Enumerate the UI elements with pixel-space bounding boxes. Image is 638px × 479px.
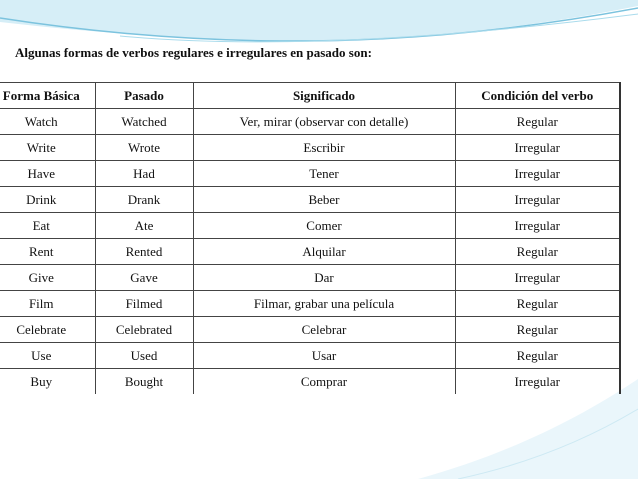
condition-cell: Irregular: [455, 161, 620, 187]
condition-cell: Irregular: [455, 213, 620, 239]
table-row: [0, 109, 620, 135]
table-row: [0, 213, 620, 239]
basic-form-cell: Celebrate: [0, 317, 95, 343]
meaning-cell: Usar: [193, 343, 455, 369]
past-cell: Celebrated: [95, 317, 193, 343]
meaning-cell: Ver, mirar (observar con detalle): [193, 109, 455, 135]
intro-text: Algunas formas de verbos regulares e irregulares en pasado son:: [15, 45, 372, 60]
meaning-cell: Comer: [193, 213, 455, 239]
condition-cell: Regular: [455, 343, 620, 369]
basic-form-cell: Write: [0, 135, 95, 161]
meaning-cell: Comprar: [193, 369, 455, 395]
past-cell: Had: [95, 161, 193, 187]
condition-cell: Irregular: [455, 265, 620, 291]
condition-cell: Irregular: [455, 135, 620, 161]
condition-cell: Regular: [455, 291, 620, 317]
condition-cell: Regular: [455, 109, 620, 135]
past-cell: Filmed: [95, 291, 193, 317]
table-row: [0, 161, 620, 187]
table-row: [0, 343, 620, 369]
header-verb-condition: Condición del verbo: [455, 83, 620, 109]
basic-form-cell: Give: [0, 265, 95, 291]
basic-form-cell: Rent: [0, 239, 95, 265]
past-cell: Drank: [95, 187, 193, 213]
meaning-cell: Escribir: [193, 135, 455, 161]
past-cell: Wrote: [95, 135, 193, 161]
table-row: [0, 369, 620, 395]
table-row: [0, 291, 620, 317]
table-header-row: [0, 83, 620, 109]
basic-form-cell: Buy: [0, 369, 95, 395]
table-row: [0, 317, 620, 343]
table-body: [0, 109, 620, 395]
header-basic-form: Forma Básica: [0, 83, 95, 109]
table-row: [0, 265, 620, 291]
past-cell: Gave: [95, 265, 193, 291]
meaning-cell: Alquilar: [193, 239, 455, 265]
condition-cell: Irregular: [455, 369, 620, 395]
meaning-cell: Beber: [193, 187, 455, 213]
basic-form-cell: Drink: [0, 187, 95, 213]
meaning-cell: Celebrar: [193, 317, 455, 343]
condition-cell: Regular: [455, 239, 620, 265]
basic-form-cell: Have: [0, 161, 95, 187]
past-cell: Watched: [95, 109, 193, 135]
basic-form-cell: Use: [0, 343, 95, 369]
past-cell: Rented: [95, 239, 193, 265]
basic-form-cell: Eat: [0, 213, 95, 239]
past-cell: Ate: [95, 213, 193, 239]
basic-form-cell: Watch: [0, 109, 95, 135]
table-row: [0, 239, 620, 265]
header-past: Pasado: [95, 83, 193, 109]
meaning-cell: Filmar, grabar una película: [193, 291, 455, 317]
past-cell: Bought: [95, 369, 193, 395]
table-row: [0, 187, 620, 213]
condition-cell: Regular: [455, 317, 620, 343]
table-row: [0, 135, 620, 161]
condition-cell: Irregular: [455, 187, 620, 213]
verbs-table: [0, 82, 621, 394]
past-cell: Used: [95, 343, 193, 369]
meaning-cell: Tener: [193, 161, 455, 187]
meaning-cell: Dar: [193, 265, 455, 291]
basic-form-cell: Film: [0, 291, 95, 317]
header-meaning: Significado: [193, 83, 455, 109]
